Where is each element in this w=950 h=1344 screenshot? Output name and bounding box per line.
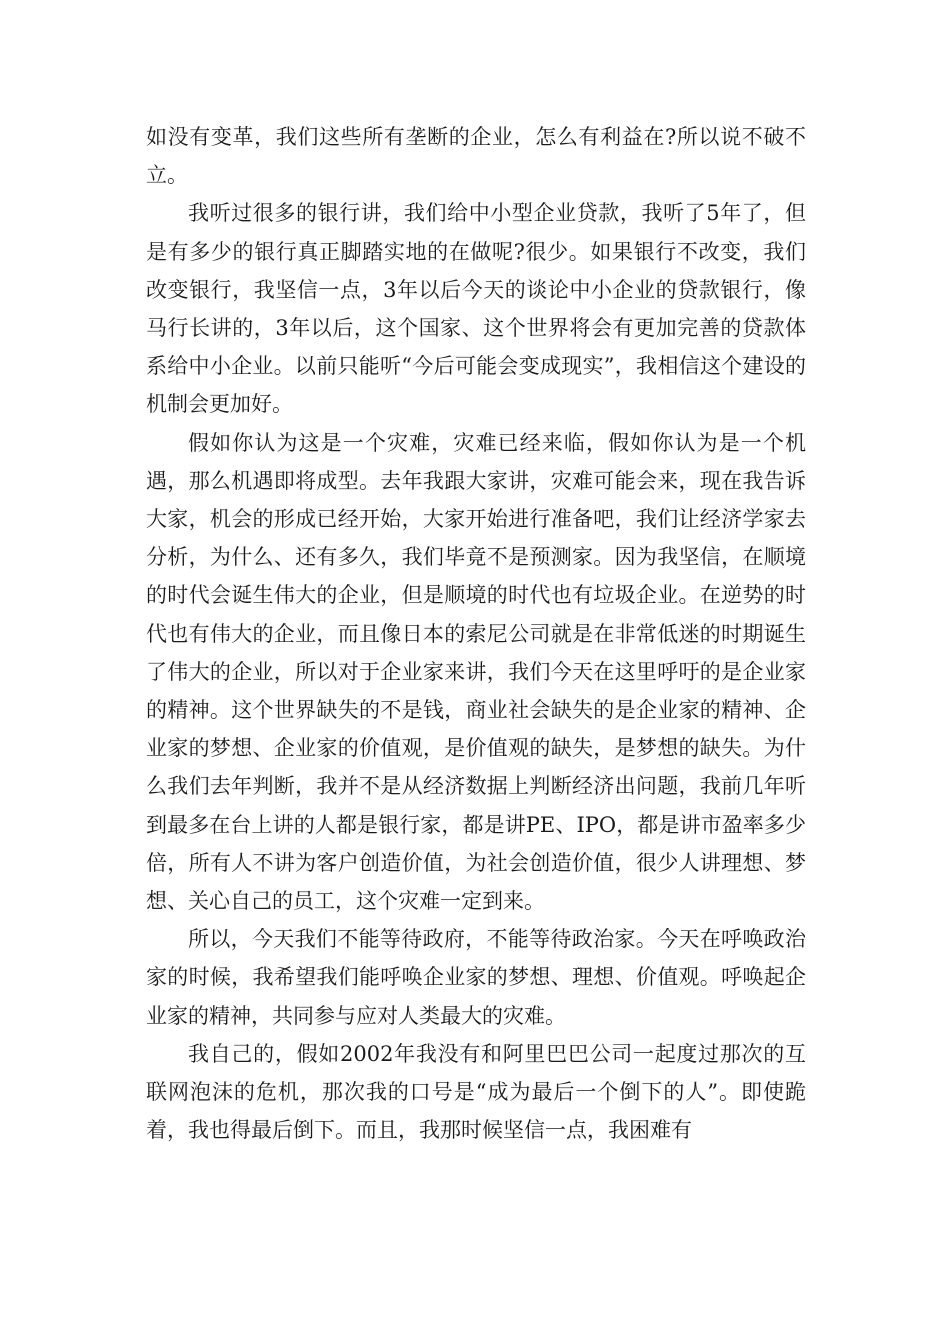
paragraph-5: 我自己的，假如2002年我没有和阿里巴巴公司一起度过那次的互联网泡沫的危机，那次我的口号是“成为最后一个倒下的人”。即使跪着，我也得最后倒下。而且，我那时候坚信一点，我困难有 [146,1041,806,1143]
paragraph-1: 如没有变革，我们这些所有垄断的企业，怎么有利益在?所以说不破不立。 [146,125,806,188]
document-body [146,118,806,1149]
paragraph-2: 我听过很多的银行讲，我们给中小型企业贷款，我听了5年了，但是有多少的银行真正脚踏实地的在做呢?很少。如果银行不改变，我们改变银行，我坚信一点，3年以后今天的谈论中小企业的贷款银行，像马行长讲的，3年以后，这个国家、这个世界将会有更加完善的贷款体系给中小企业。以前只能听“今后可能会变成现实”，我相信这个建设的机制会更加好。 [146,201,806,417]
paragraph-4: 所以，今天我们不能等待政府，不能等待政治家。今天在呼唤政治家的时候，我希望我们能呼唤企业家的梦想、理想、价值观。呼唤起企业家的精神，共同参与应对人类最大的灾难。 [146,927,806,1028]
paragraph-3: 假如你认为这是一个灾难，灾难已经来临，假如你认为是一个机遇，那么机遇即将成型。去年我跟大家讲，灾难可能会来，现在我告诉大家，机会的形成已经开始，大家开始进行准备吧，我们让经济学家去分析，为什么、还有多久，我们毕竟不是预测家。因为我坚信，在顺境的时代会诞生伟大的企业，但是顺境的时代也有垃圾企业。在逆势的时代也有伟大的企业，而且像日本的索尼公司就是在非常低迷的时期诞生了伟大的企业，所以对于企业家来讲，我们今天在这里呼吁的是企业家的精神。这个世界缺失的不是钱，商业社会缺失的是企业家的精神、企业家的梦想、企业家的价值观，是价值观的缺失，是梦想的缺失。为什么我们去年判断，我并不是从经济数据上判断经济出问题，我前几年听到最多在台上讲的人都是银行家，都是讲PE、IPO，都是讲市盈率多少倍，所有人不讲为客户创造价值，为社会创造价值，很少人讲理想、梦想、关心自己的员工，这个灾难一定到来。 [146,430,806,914]
